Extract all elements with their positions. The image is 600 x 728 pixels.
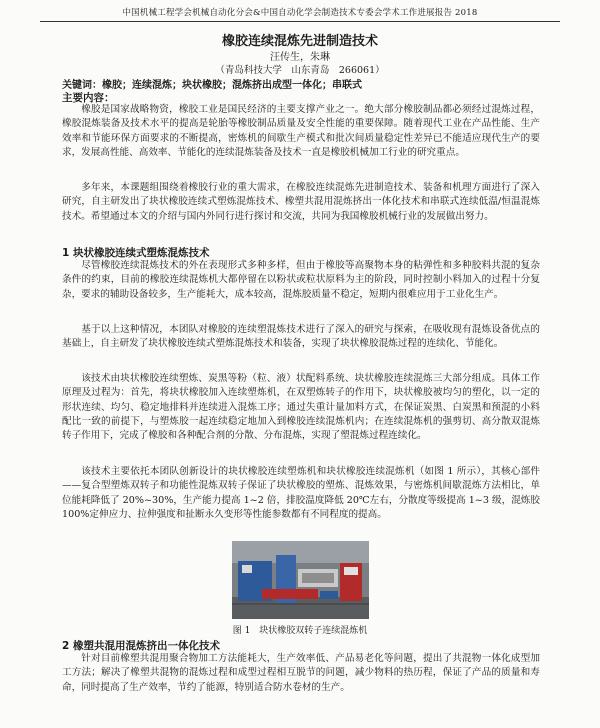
paragraph-results: 该技术主要依托本团队创新设计的块状橡胶连续塑炼机和块状橡胶连续混炼机（如图 1 所示），其核心部件——复合型塑炼双转子和功能性混炼双转子保证了块状橡胶的塑炼、混炼效果，与密炼机间歇混炼方法相比，单位能耗降低了 20%~30%，生产能力提高 1~2 倍，排胶温度降低 20℃左右，分散度等级提高 1~3 级，混炼胶 100%定伸应力、拉伸强度和扯断永久变形等性能参数都有不同程度的提高。 xyxy=(62,466,540,520)
running-header: 中国机械工程学会机械自动化分会&中国自动化学会制造技术专委会学术工作进展报告 2018 xyxy=(40,6,560,22)
machine-illustration xyxy=(232,541,369,619)
figure-machine-photo xyxy=(232,541,369,619)
section-2-heading: 2 橡塑共混用混炼挤出一体化技术 xyxy=(62,640,220,652)
paragraph-principle: 该技术由块状橡胶连续塑炼、炭黑等粉（粒、液）状配料系统、块状橡胶连续混炼三大部分组成。具体工作原理及过程为：首先，将块状橡胶加入连续塑炼机，在双塑炼转子的作用下，块状橡胶被均匀的塑化，以一定的形状连续、均匀、稳定地排料并连续进入混炼工序；通过失重计量加料方式，在保证炭黑、白炭黑和预混的小料配比一致的前提下，与塑炼胶一起连续稳定地加入到橡胶连续混炼机内；在连续混炼机的强剪切、高分散双混炼转子作用下，完成了橡胶和各种配合剂的分散、分布混炼，实现了塑混炼过程连续化。 xyxy=(62,373,540,442)
section-1-heading: 1 块状橡胶连续式塑炼混炼技术 xyxy=(62,247,210,259)
paper-affiliation: （青岛科技大学 山东青岛 266061） xyxy=(215,65,385,76)
keywords-line: 关键词：橡胶；连续混炼；块状橡胶；混炼挤出成型一体化；串联式 xyxy=(62,80,362,91)
paragraph-intro: 橡胶是国家战略物资，橡胶工业是国民经济的主要支撑产业之一。绝大部分橡胶制品都必须经过混炼过程，橡胶混炼装备及技术水平的提高是轮胎等橡胶制品质量及安全性能的重要保障。随着现代工业在产品性能、生产效率和节能环保方面要求的不断提高，密炼机的间歇生产模式和批次间质量稳定性差异已不能适应现代生产的要求，发展高性能、高效率、节能化的连续混炼装备及技术一直是橡胶机械加工行业的研究重点。 xyxy=(62,104,540,158)
paragraph-approach: 基于以上这种情况，本团队对橡胶的连续塑混炼技术进行了深入的研究与探索，在吸收现有混炼设备优点的基础上，自主研发了块状橡胶连续式塑炼混炼技术和装备，实现了块状橡胶混炼过程的连续化、节能化。 xyxy=(62,324,540,350)
paragraph-research: 多年来，本课题组围绕着橡胶行业的重大需求，在橡胶连续混炼先进制造技术、装备和机理方面进行了深入研究，自主研发出了块状橡胶连续式塑炼混炼技术、橡塑共混用混炼挤出一体化技术和串联式连续低温/恒温混炼技术。希望通过本文的介绍与国内外同行进行探讨和交流，共同为我国橡胶机械行业的发展做出努力。 xyxy=(62,182,540,222)
figure-caption: 图 1 块状橡胶双转子连续混炼机 xyxy=(232,626,368,636)
paragraph-section2: 针对目前橡塑共混用聚合物加工方法能耗大，生产效率低、产品易老化等问题，提出了共混物一体化成型加工方法；解决了橡塑共混物的混炼过程和成型过程相互脱节的问题，减少物料的热历程，保证了产品的质量和寿命，同时提高了生产效率，节约了能源，特别适合防水卷材的生产。 xyxy=(62,653,540,693)
paper-authors: 汪传生，朱琳 xyxy=(270,52,330,63)
main-content-heading: 主要内容： xyxy=(62,92,115,104)
paper-title: 橡胶连续混炼先进制造技术 xyxy=(221,34,378,49)
paragraph-background: 尽管橡胶连续混炼技术的外在表现形式多种多样，但由于橡胶等高聚物本身的粘弹性和多种胶料共混的复杂条件的约束，目前的橡胶连续混炼机大都停留在以粉状或粒状原料为主的阶段，同时控制小料加入的过程十分复杂，要求的辅助设备较多，生产能耗大，成本较高，混炼胶质量不稳定，短期内很难应用于工业化生产。 xyxy=(62,260,540,300)
